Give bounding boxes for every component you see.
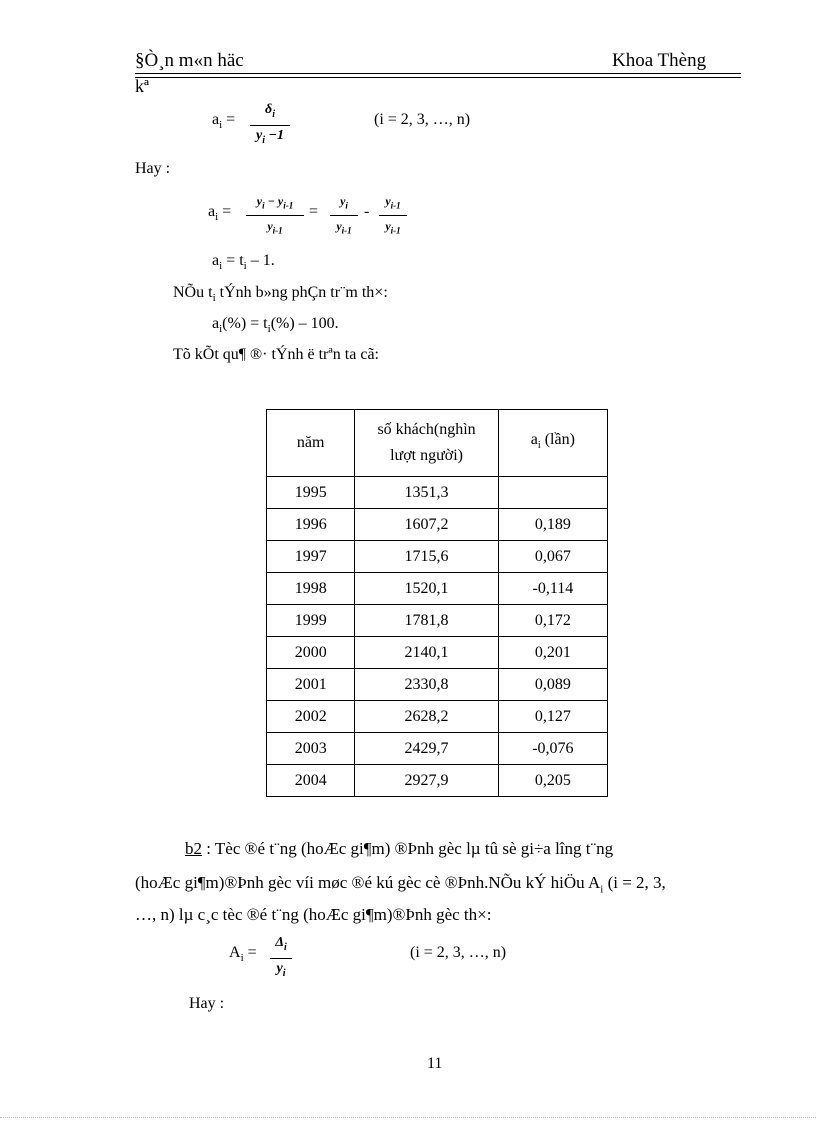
growth-rate-table xyxy=(266,409,608,797)
header-continuation: kª xyxy=(135,76,149,96)
header-left: §Ò¸n m«n häc xyxy=(135,50,244,71)
formula3-fraction: $\Delta_i$ $y_i$ xyxy=(270,934,292,983)
table-header-row xyxy=(267,410,608,477)
formula2-fraction-1: $y_i - y_{i-1}$ $y_{i-1}$ xyxy=(246,192,304,240)
cell-ai: 0,201 xyxy=(498,637,607,669)
table-row xyxy=(267,733,608,765)
header-year: năm xyxy=(267,410,355,477)
table-row xyxy=(267,573,608,605)
page-number: 11 xyxy=(427,1055,443,1072)
formula1-lhs: $a_i$ = xyxy=(212,111,236,132)
formula3-lhs: $A_i$ = xyxy=(229,944,257,965)
b2-line-1: b2 : Tèc ®é t¨ng (hoÆc gi¶m) ®Þnh gèc lµ tû sè gi÷a lîng t¨ng xyxy=(185,839,614,858)
table-row xyxy=(267,541,608,573)
formula2-equals: = xyxy=(309,203,319,220)
b2-line-3: …, n) lµ c¸c tèc ®é t¨ng (hoÆc gi¶m)®Þnh gèc th×: xyxy=(135,905,492,924)
formula2-dash: - xyxy=(364,203,370,220)
page-bottom-border xyxy=(0,1117,816,1118)
cell-ai: 0,067 xyxy=(498,541,607,573)
header-visitors: số khách(nghìn lượt người) xyxy=(355,410,498,477)
formula2-fraction-3: $y_{i-1}$ $y_{i-1}$ xyxy=(379,192,407,240)
cell-year: 1996 xyxy=(267,509,355,541)
header-rule-2 xyxy=(135,77,741,78)
ai-percent-formula: $a_i(\%) = t_i(\%) - 100$. xyxy=(212,315,339,336)
cell-ai: 0,172 xyxy=(498,605,607,637)
table-row xyxy=(267,605,608,637)
header-ai: $a_i$ (lần) xyxy=(498,410,607,477)
header-right: Khoa Thèng xyxy=(612,50,707,71)
table-row xyxy=(267,701,608,733)
cell-year: 2002 xyxy=(267,701,355,733)
formula3-condition: (i = 2, 3, …, n) xyxy=(410,944,507,961)
formula1-condition: (i = 2, 3, …, n) xyxy=(374,111,471,128)
cell-year: 1998 xyxy=(267,573,355,605)
cell-visitors: 2628,2 xyxy=(355,701,498,733)
table-row xyxy=(267,509,608,541)
cell-visitors: 1351,3 xyxy=(355,477,498,509)
cell-visitors: 2429,7 xyxy=(355,733,498,765)
b2-label: b2 xyxy=(185,839,202,858)
cell-visitors: 1607,2 xyxy=(355,509,498,541)
cell-visitors: 2927,9 xyxy=(355,765,498,797)
ai-equals-ti: $a_i = t_i - 1$. xyxy=(212,252,275,273)
cell-year: 1995 xyxy=(267,477,355,509)
header-rule xyxy=(135,73,741,74)
table-row xyxy=(267,765,608,797)
table-row xyxy=(267,669,608,701)
cell-year: 2003 xyxy=(267,733,355,765)
formula2-fraction-2: $y_i$ $y_{i-1}$ xyxy=(330,192,358,240)
formula2-lhs: $a_i$ = xyxy=(208,203,232,224)
cell-ai: 0,127 xyxy=(498,701,607,733)
b2-line-2: (hoÆc gi¶m)®Þnh gèc víi møc ®é kú gèc cè ®Þnh.NÕu kÝ hiÖu $A_i$ (i = 2, 3, xyxy=(135,873,666,896)
cell-year: 2001 xyxy=(267,669,355,701)
cell-year: 1999 xyxy=(267,605,355,637)
hay-2: Hay : xyxy=(189,995,225,1012)
cell-visitors: 1781,8 xyxy=(355,605,498,637)
table-row xyxy=(267,637,608,669)
results-intro: Tõ kÕt qu¶ ®· tÝnh ë trªn ta cã: xyxy=(173,346,379,363)
cell-ai: 0,089 xyxy=(498,669,607,701)
cell-ai xyxy=(498,477,607,509)
cell-visitors: 1715,6 xyxy=(355,541,498,573)
cell-visitors: 1520,1 xyxy=(355,573,498,605)
cell-year: 2000 xyxy=(267,637,355,669)
formula1-fraction: $\delta_i$ $y_i -1$ xyxy=(250,101,290,150)
table-row xyxy=(267,477,608,509)
cell-year: 2004 xyxy=(267,765,355,797)
cell-visitors: 2140,1 xyxy=(355,637,498,669)
neu-percent-line: NÕu $t_i$ tÝnh b»ng phÇn tr¨m th×: xyxy=(173,284,388,305)
cell-ai: -0,114 xyxy=(498,573,607,605)
hay-1: Hay : xyxy=(135,160,171,177)
cell-ai: 0,205 xyxy=(498,765,607,797)
cell-ai: -0,076 xyxy=(498,733,607,765)
cell-visitors: 2330,8 xyxy=(355,669,498,701)
cell-year: 1997 xyxy=(267,541,355,573)
cell-ai: 0,189 xyxy=(498,509,607,541)
